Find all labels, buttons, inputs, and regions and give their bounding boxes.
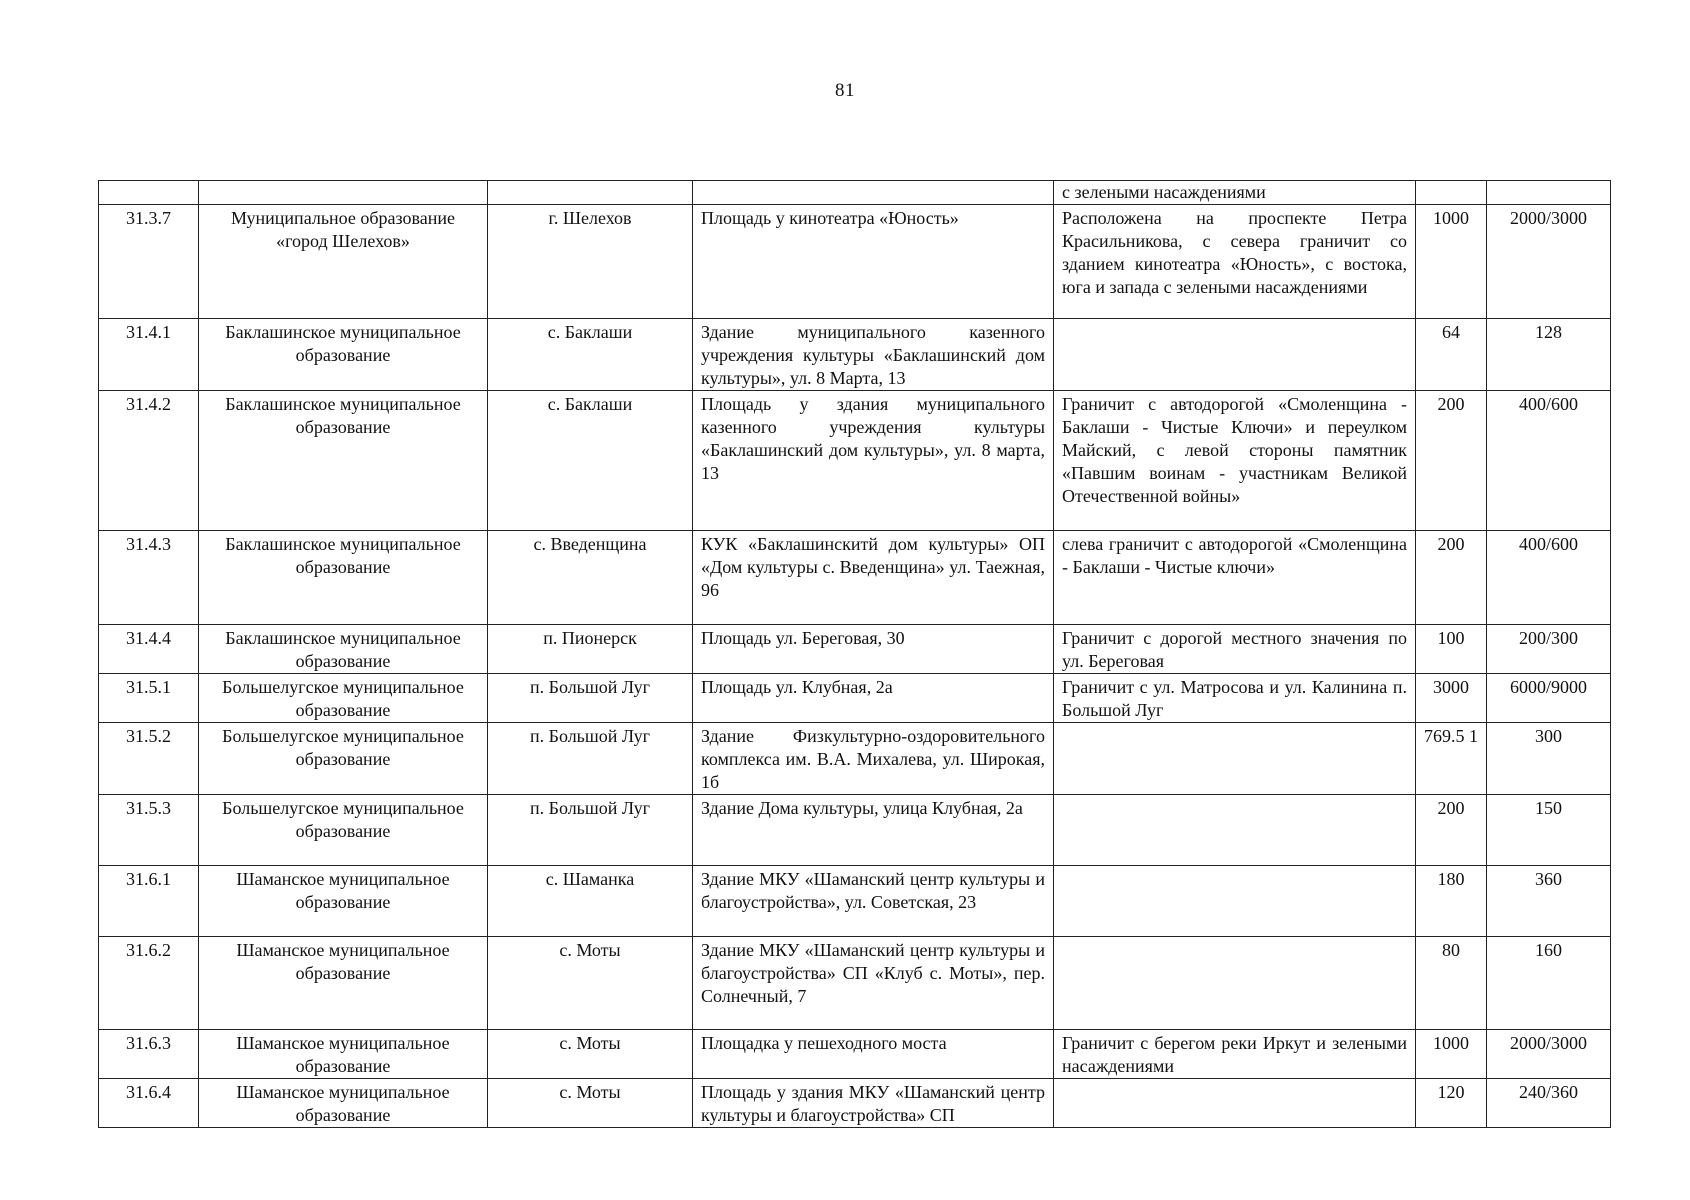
cell-location: п. Пионерск	[488, 625, 693, 674]
cell-capacity: 400/600	[1487, 391, 1611, 531]
table-row	[99, 795, 1611, 866]
cell-location: с. Баклаши	[488, 391, 693, 531]
cell-area: 64	[1416, 319, 1487, 391]
cell-location: п. Большой Луг	[488, 674, 693, 723]
cell-object: Здание муниципального казенного учреждения культуры «Баклашинский дом культуры», ул. 8 Марта, 13	[693, 319, 1054, 391]
cell-location: п. Большой Луг	[488, 723, 693, 795]
cell-description: Граничит с автодорогой «Смоленщина - Баклаши - Чистые Ключи» и переулком Майский, с левой стороны памятник «Павшим воинам - участникам Великой Отечественной войны»	[1054, 391, 1416, 531]
cell-object: КУК «Баклашинскитй дом культуры» ОП «Дом культуры с. Введенщина» ул. Таежная, 96	[693, 531, 1054, 625]
cell-area: 3000	[1416, 674, 1487, 723]
table-row	[99, 866, 1611, 937]
cell-municipality: Шаманское муниципальное образование	[199, 937, 488, 1030]
cell-object: Площадь ул. Клубная, 2а	[693, 674, 1054, 723]
cell-object: Площадь ул. Береговая, 30	[693, 625, 1054, 674]
cell-capacity: 240/360	[1487, 1079, 1611, 1128]
cell-municipality: Баклашинское муниципальное образование	[199, 319, 488, 391]
cell-number: 31.4.1	[99, 319, 199, 391]
cell-municipality: Муниципальное образование «город Шелехов»	[199, 205, 488, 319]
cell-object: Площадка у пешеходного моста	[693, 1030, 1054, 1079]
cell-object: Площадь у кинотеатра «Юность»	[693, 205, 1054, 319]
cell-location: с. Введенщина	[488, 531, 693, 625]
page-number: 81	[835, 80, 855, 101]
cell-object	[693, 181, 1054, 205]
cell-municipality: Шаманское муниципальное образование	[199, 1030, 488, 1079]
table-row	[99, 531, 1611, 625]
cell-area: 180	[1416, 866, 1487, 937]
cell-number: 31.5.2	[99, 723, 199, 795]
cell-object: Здание МКУ «Шаманский центр культуры и благоустройства», ул. Советская, 23	[693, 866, 1054, 937]
table-row	[99, 391, 1611, 531]
cell-area: 1000	[1416, 1030, 1487, 1079]
cell-number: 31.6.1	[99, 866, 199, 937]
cell-area: 120	[1416, 1079, 1487, 1128]
cell-number: 31.4.4	[99, 625, 199, 674]
cell-capacity: 150	[1487, 795, 1611, 866]
cell-municipality	[199, 181, 488, 205]
cell-location	[488, 181, 693, 205]
cell-capacity: 400/600	[1487, 531, 1611, 625]
cell-municipality: Большелугское муниципальное образование	[199, 674, 488, 723]
cell-area: 200	[1416, 531, 1487, 625]
cell-capacity: 200/300	[1487, 625, 1611, 674]
cell-municipality: Большелугское муниципальное образование	[199, 795, 488, 866]
cell-area: 200	[1416, 391, 1487, 531]
cell-object: Здание Физкультурно-оздоровительного комплекса им. В.А. Михалева, ул. Широкая, 1б	[693, 723, 1054, 795]
cell-number: 31.4.2	[99, 391, 199, 531]
cell-description	[1054, 937, 1416, 1030]
cell-description: с зелеными насаждениями	[1054, 181, 1416, 205]
cell-location: г. Шелехов	[488, 205, 693, 319]
cell-description: Граничит с берегом реки Иркут и зелеными насаждениями	[1054, 1030, 1416, 1079]
table-row	[99, 205, 1611, 319]
cell-description	[1054, 319, 1416, 391]
table-row	[99, 625, 1611, 674]
cell-area	[1416, 181, 1487, 205]
cell-capacity: 6000/9000	[1487, 674, 1611, 723]
table-row-continuation	[99, 181, 1611, 205]
cell-area: 100	[1416, 625, 1487, 674]
cell-location: с. Баклаши	[488, 319, 693, 391]
cell-description	[1054, 795, 1416, 866]
cell-number: 31.4.3	[99, 531, 199, 625]
cell-capacity: 128	[1487, 319, 1611, 391]
cell-municipality: Баклашинское муниципальное образование	[199, 391, 488, 531]
cell-municipality: Баклашинское муниципальное образование	[199, 531, 488, 625]
cell-number: 31.6.4	[99, 1079, 199, 1128]
cell-capacity	[1487, 181, 1611, 205]
cell-description: Граничит с ул. Матросова и ул. Калинина п. Большой Луг	[1054, 674, 1416, 723]
cell-capacity: 2000/3000	[1487, 205, 1611, 319]
cell-location: с. Моты	[488, 1079, 693, 1128]
cell-number: 31.5.3	[99, 795, 199, 866]
table-row	[99, 319, 1611, 391]
cell-area: 1000	[1416, 205, 1487, 319]
cell-municipality: Большелугское муниципальное образование	[199, 723, 488, 795]
cell-capacity: 300	[1487, 723, 1611, 795]
table-row	[99, 1030, 1611, 1079]
cell-number: 31.6.3	[99, 1030, 199, 1079]
cell-number: 31.3.7	[99, 205, 199, 319]
table-row	[99, 723, 1611, 795]
cell-capacity: 160	[1487, 937, 1611, 1030]
cell-location: с. Моты	[488, 1030, 693, 1079]
cell-number: 31.5.1	[99, 674, 199, 723]
table-row	[99, 937, 1611, 1030]
cell-area: 80	[1416, 937, 1487, 1030]
cell-municipality: Шаманское муниципальное образование	[199, 1079, 488, 1128]
cell-capacity: 360	[1487, 866, 1611, 937]
sites-table	[98, 180, 1611, 1128]
cell-area: 200	[1416, 795, 1487, 866]
cell-description: Граничит с дорогой местного значения по ул. Береговая	[1054, 625, 1416, 674]
cell-description	[1054, 1079, 1416, 1128]
cell-number	[99, 181, 199, 205]
cell-description	[1054, 723, 1416, 795]
cell-object: Площадь у здания муниципального казенного учреждения культуры «Баклашинский дом культуры», ул. 8 марта, 13	[693, 391, 1054, 531]
table-row	[99, 674, 1611, 723]
cell-object: Здание МКУ «Шаманский центр культуры и благоустройства» СП «Клуб с. Моты», пер. Солнечный, 7	[693, 937, 1054, 1030]
cell-location: с. Шаманка	[488, 866, 693, 937]
cell-capacity: 2000/3000	[1487, 1030, 1611, 1079]
cell-description: слева граничит с автодорогой «Смоленщина - Баклаши - Чистые ключи»	[1054, 531, 1416, 625]
cell-municipality: Баклашинское муниципальное образование	[199, 625, 488, 674]
cell-object: Площадь у здания МКУ «Шаманский центр культуры и благоустройства» СП	[693, 1079, 1054, 1128]
cell-location: с. Моты	[488, 937, 693, 1030]
cell-location: п. Большой Луг	[488, 795, 693, 866]
cell-number: 31.6.2	[99, 937, 199, 1030]
cell-object: Здание Дома культуры, улица Клубная, 2а	[693, 795, 1054, 866]
cell-description	[1054, 866, 1416, 937]
cell-municipality: Шаманское муниципальное образование	[199, 866, 488, 937]
table-row	[99, 1079, 1611, 1128]
cell-description: Расположена на проспекте Петра Красильникова, с севера граничит со зданием кинотеатра «Юность», с востока, юга и запада с зелеными насаждениями	[1054, 205, 1416, 319]
cell-area: 769.5 1	[1416, 723, 1487, 795]
